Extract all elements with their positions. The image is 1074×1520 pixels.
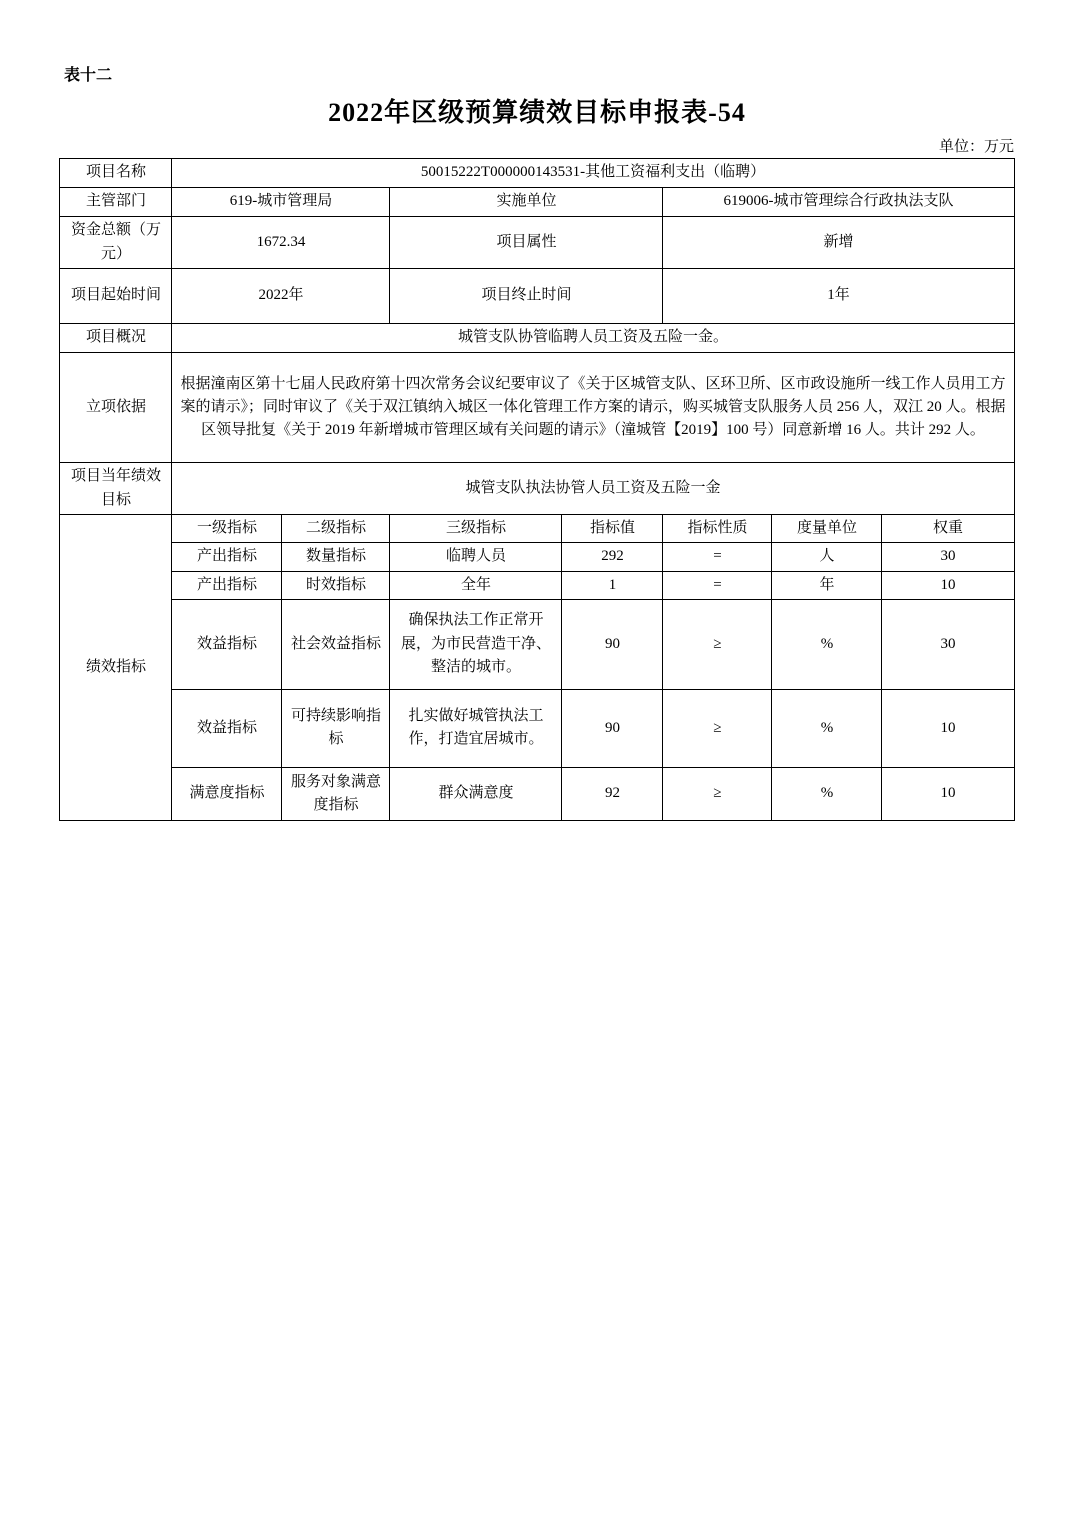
- start-time-value: 2022年: [172, 269, 390, 324]
- table-row: [60, 353, 1014, 463]
- indicator-header-level1: 一级指标: [172, 515, 282, 543]
- indicator-level1: 产出指标: [172, 571, 282, 599]
- table-row: [60, 463, 1014, 515]
- indicator-level3: 群众满意度: [390, 767, 562, 820]
- unit-note: 单位：万元: [938, 139, 1014, 155]
- indicator-unit: %: [772, 767, 882, 820]
- impl-unit-value: 619006-城市管理综合行政执法支队: [663, 188, 1014, 217]
- end-time-value: 1年: [663, 269, 1014, 324]
- indicator-level1: 效益指标: [172, 689, 282, 767]
- indicator-header-value: 指标值: [562, 515, 663, 543]
- project-attr-value: 新增: [663, 217, 1014, 269]
- indicator-weight: 30: [882, 543, 1014, 571]
- indicator-level2: 服务对象满意度指标: [282, 767, 390, 820]
- table-row: [60, 324, 1014, 353]
- indicator-row: [60, 599, 1014, 689]
- indicator-weight: 10: [882, 571, 1014, 599]
- overview-label: 项目概况: [60, 324, 172, 353]
- indicator-level2: 时效指标: [282, 571, 390, 599]
- indicator-row: [60, 689, 1014, 767]
- total-fund-label: 资金总额（万元）: [60, 217, 172, 269]
- indicator-level3: 确保执法工作正常开展，为市民营造干净、整洁的城市。: [390, 599, 562, 689]
- indicator-value: 292: [562, 543, 663, 571]
- indicator-value: 90: [562, 689, 663, 767]
- indicator-level2: 数量指标: [282, 543, 390, 571]
- indicator-value: 1: [562, 571, 663, 599]
- indicator-level3: 临聘人员: [390, 543, 562, 571]
- indicator-row: [60, 543, 1014, 571]
- project-attr-label: 项目属性: [390, 217, 663, 269]
- indicator-level3: 扎实做好城管执法工作，打造宜居城市。: [390, 689, 562, 767]
- indicator-level1: 产出指标: [172, 543, 282, 571]
- indicator-header-weight: 权重: [882, 515, 1014, 543]
- end-time-label: 项目终止时间: [390, 269, 663, 324]
- indicator-nature: ≥: [663, 599, 772, 689]
- indicator-level2: 可持续影响指标: [282, 689, 390, 767]
- indicator-header-row: [60, 515, 1014, 543]
- indicator-unit: 人: [772, 543, 882, 571]
- project-name-value: 50015222T000000143531-其他工资福利支出（临聘）: [172, 159, 1014, 188]
- start-time-label: 项目起始时间: [60, 269, 172, 324]
- corner-label: 表十二: [64, 67, 113, 84]
- annual-goal-value: 城管支队执法协管人员工资及五险一金: [172, 463, 1014, 515]
- indicator-nature: ≥: [663, 689, 772, 767]
- indicator-value: 92: [562, 767, 663, 820]
- indicator-unit: 年: [772, 571, 882, 599]
- indicator-nature: ≥: [663, 767, 772, 820]
- indicator-weight: 10: [882, 689, 1014, 767]
- indicator-header-level2: 二级指标: [282, 515, 390, 543]
- indicator-unit: %: [772, 599, 882, 689]
- indicator-level1: 满意度指标: [172, 767, 282, 820]
- indicator-value: 90: [562, 599, 663, 689]
- project-name-label: 项目名称: [60, 159, 172, 188]
- page-title: 2022年区级预算绩效目标申报表-54: [328, 98, 746, 127]
- indicators-label: 绩效指标: [60, 515, 172, 821]
- indicator-level1: 效益指标: [172, 599, 282, 689]
- indicator-level3: 全年: [390, 571, 562, 599]
- impl-unit-label: 实施单位: [390, 188, 663, 217]
- total-fund-value: 1672.34: [172, 217, 390, 269]
- table-row: [60, 188, 1014, 217]
- indicator-weight: 10: [882, 767, 1014, 820]
- overview-value: 城管支队协管临聘人员工资及五险一金。: [172, 324, 1014, 353]
- indicator-header-level3: 三级指标: [390, 515, 562, 543]
- table-row: [60, 159, 1014, 188]
- budget-performance-table: [59, 158, 1014, 821]
- indicator-header-unit: 度量单位: [772, 515, 882, 543]
- indicator-weight: 30: [882, 599, 1014, 689]
- basis-value: 根据潼南区第十七届人民政府第十四次常务会议纪要审议了《关于区城管支队、区环卫所、区市政设施所一线工作人员用工方案的请示》；同时审议了《关于双江镇纳入城区一体化管理工作方案的请示，购买城管支队服务人员 256 人，双江 20 人。根据区领导批复《关于 2019 年新增城市管理区域有关问题的请示》（潼城管【2019】100 号）同意新增 16 人。共计 292 人。: [172, 353, 1014, 463]
- dept-label: 主管部门: [60, 188, 172, 217]
- table-row: [60, 217, 1014, 269]
- basis-label: 立项依据: [60, 353, 172, 463]
- indicator-row: [60, 571, 1014, 599]
- indicator-row: [60, 767, 1014, 820]
- indicator-nature: =: [663, 543, 772, 571]
- dept-value: 619-城市管理局: [172, 188, 390, 217]
- indicator-header-nature: 指标性质: [663, 515, 772, 543]
- indicator-level2: 社会效益指标: [282, 599, 390, 689]
- table-row: [60, 269, 1014, 324]
- indicator-nature: =: [663, 571, 772, 599]
- annual-goal-label: 项目当年绩效目标: [60, 463, 172, 515]
- indicator-unit: %: [772, 689, 882, 767]
